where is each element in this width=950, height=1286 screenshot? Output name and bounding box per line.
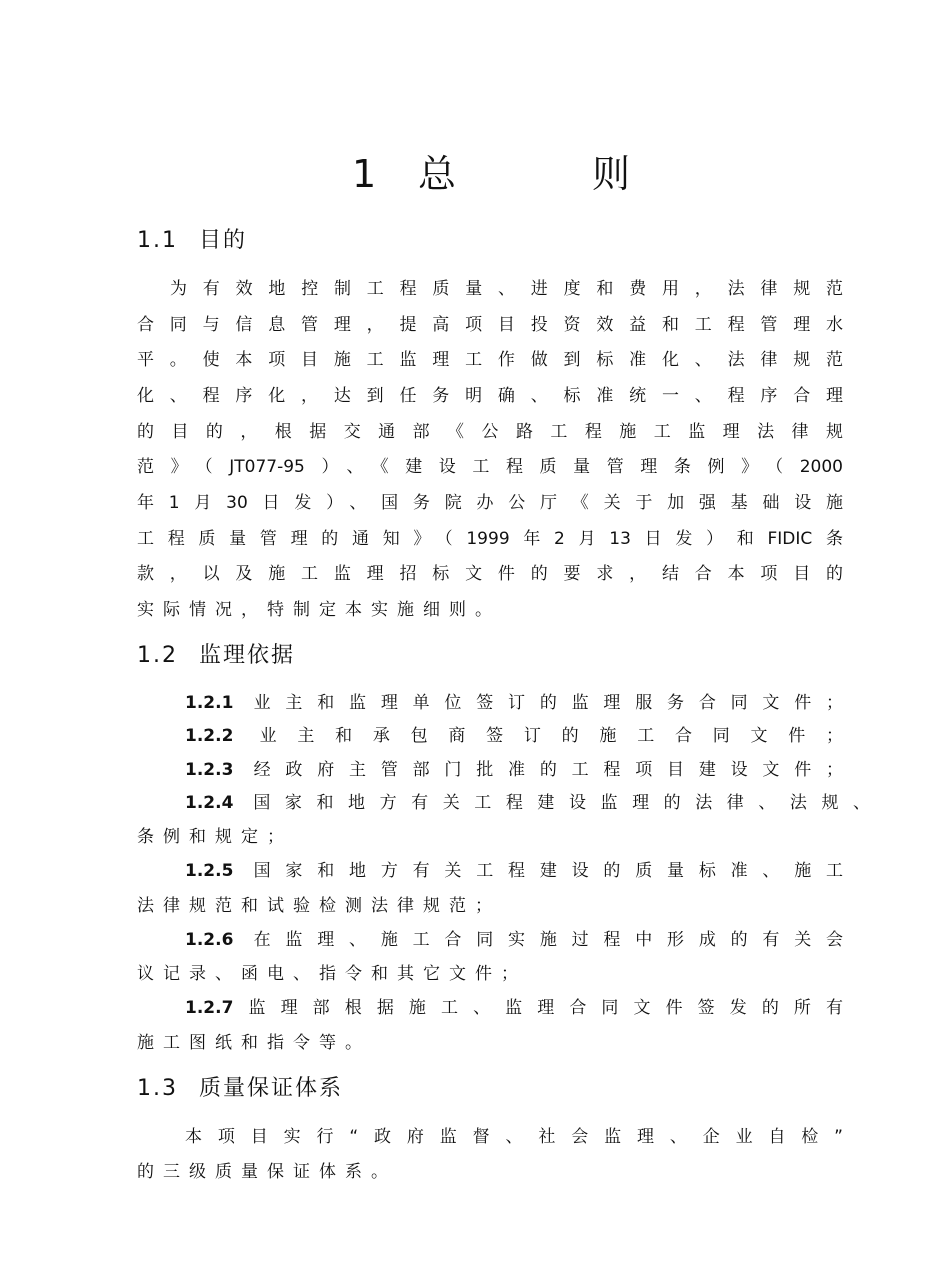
section-title: 监理依据 <box>199 643 296 668</box>
item-number: 1.2.1 <box>185 693 234 713</box>
section-title: 目的 <box>199 228 248 253</box>
list-item <box>185 996 843 1020</box>
item-number: 1.2.5 <box>185 861 234 881</box>
item-number: 1.2.2 <box>185 726 234 746</box>
item-text: 业主和承包商签订的施工合同文件； <box>259 726 844 746</box>
paragraph-line: 款，以及施工监理招标文件的要求，结合本项目的 <box>137 564 843 584</box>
item-text: 业主和监理单位签订的监理服务合同文件； <box>253 693 844 713</box>
paragraph-line: 的三级质量保证体系。 <box>137 1162 397 1182</box>
list-item <box>185 724 843 748</box>
item-text: 监理部根据施工、监理合同文件签发的所有 <box>233 998 843 1018</box>
paragraph-line: 为有效地控制工程质量、进度和费用，法律规范 <box>170 279 843 299</box>
paragraph-line: 平。使本项目施工监理工作做到标准化、法律规范 <box>137 350 843 370</box>
item-number: 1.2.3 <box>185 760 234 780</box>
chapter-title-char-2: 则 <box>592 152 631 196</box>
paragraph-line: 实际情况，特制定本实施细则。 <box>137 600 501 620</box>
list-item <box>185 928 843 952</box>
section-title: 质量保证体系 <box>199 1076 344 1101</box>
section-heading-1-1 <box>137 226 247 256</box>
paragraph-line: 范》（JT077-95）、《建设工程质量管理条例》（2000 <box>137 457 843 477</box>
section-heading-1-3 <box>137 1074 343 1104</box>
list-item <box>185 859 843 883</box>
paragraph-line: 本项目实行“政府监督、社会监理、企业自检” <box>185 1127 843 1147</box>
list-item <box>185 758 843 782</box>
paragraph-line: 工程质量管理的通知》（1999年2月13日发）和FIDIC条 <box>137 529 843 549</box>
item-text: 国家和地方有关工程建设的质量标准、施工 <box>253 861 844 881</box>
list-item-continuation: 施工图纸和指令等。 <box>137 1033 371 1053</box>
section-number: 1.1 <box>137 228 178 253</box>
item-number: 1.2.6 <box>185 930 234 950</box>
paragraph-line: 化、程序化，达到任务明确、标准统一、程序合理 <box>137 386 843 406</box>
list-item <box>185 691 843 715</box>
item-number: 1.2.7 <box>185 998 234 1018</box>
list-item-continuation: 法律规范和试验检测法律规范； <box>137 896 501 916</box>
section-number: 1.3 <box>137 1076 178 1101</box>
section-heading-1-2 <box>137 641 295 671</box>
section-number: 1.2 <box>137 643 178 668</box>
item-text: 国家和地方有关工程建设监理的法律、法规、 <box>253 793 871 813</box>
paragraph-line: 年1月30日发）、国务院办公厅《关于加强基础设施 <box>137 493 843 513</box>
paragraph-line: 合同与信息管理，提高项目投资效益和工程管理水 <box>137 315 843 335</box>
list-item-continuation: 条例和规定； <box>137 827 293 847</box>
list-item <box>185 791 870 815</box>
item-text: 经政府主管部门批准的工程项目建设文件； <box>253 760 844 780</box>
item-text: 在监理、施工合同实施过程中形成的有关会 <box>253 930 844 950</box>
paragraph-line: 的目的，根据交通部《公路工程施工监理法律规 <box>137 422 843 442</box>
item-number: 1.2.4 <box>185 793 234 813</box>
chapter-number: 1 <box>352 152 377 196</box>
list-item-continuation: 议记录、函电、指令和其它文件； <box>137 964 527 984</box>
chapter-title-char-1: 总 <box>418 152 457 196</box>
